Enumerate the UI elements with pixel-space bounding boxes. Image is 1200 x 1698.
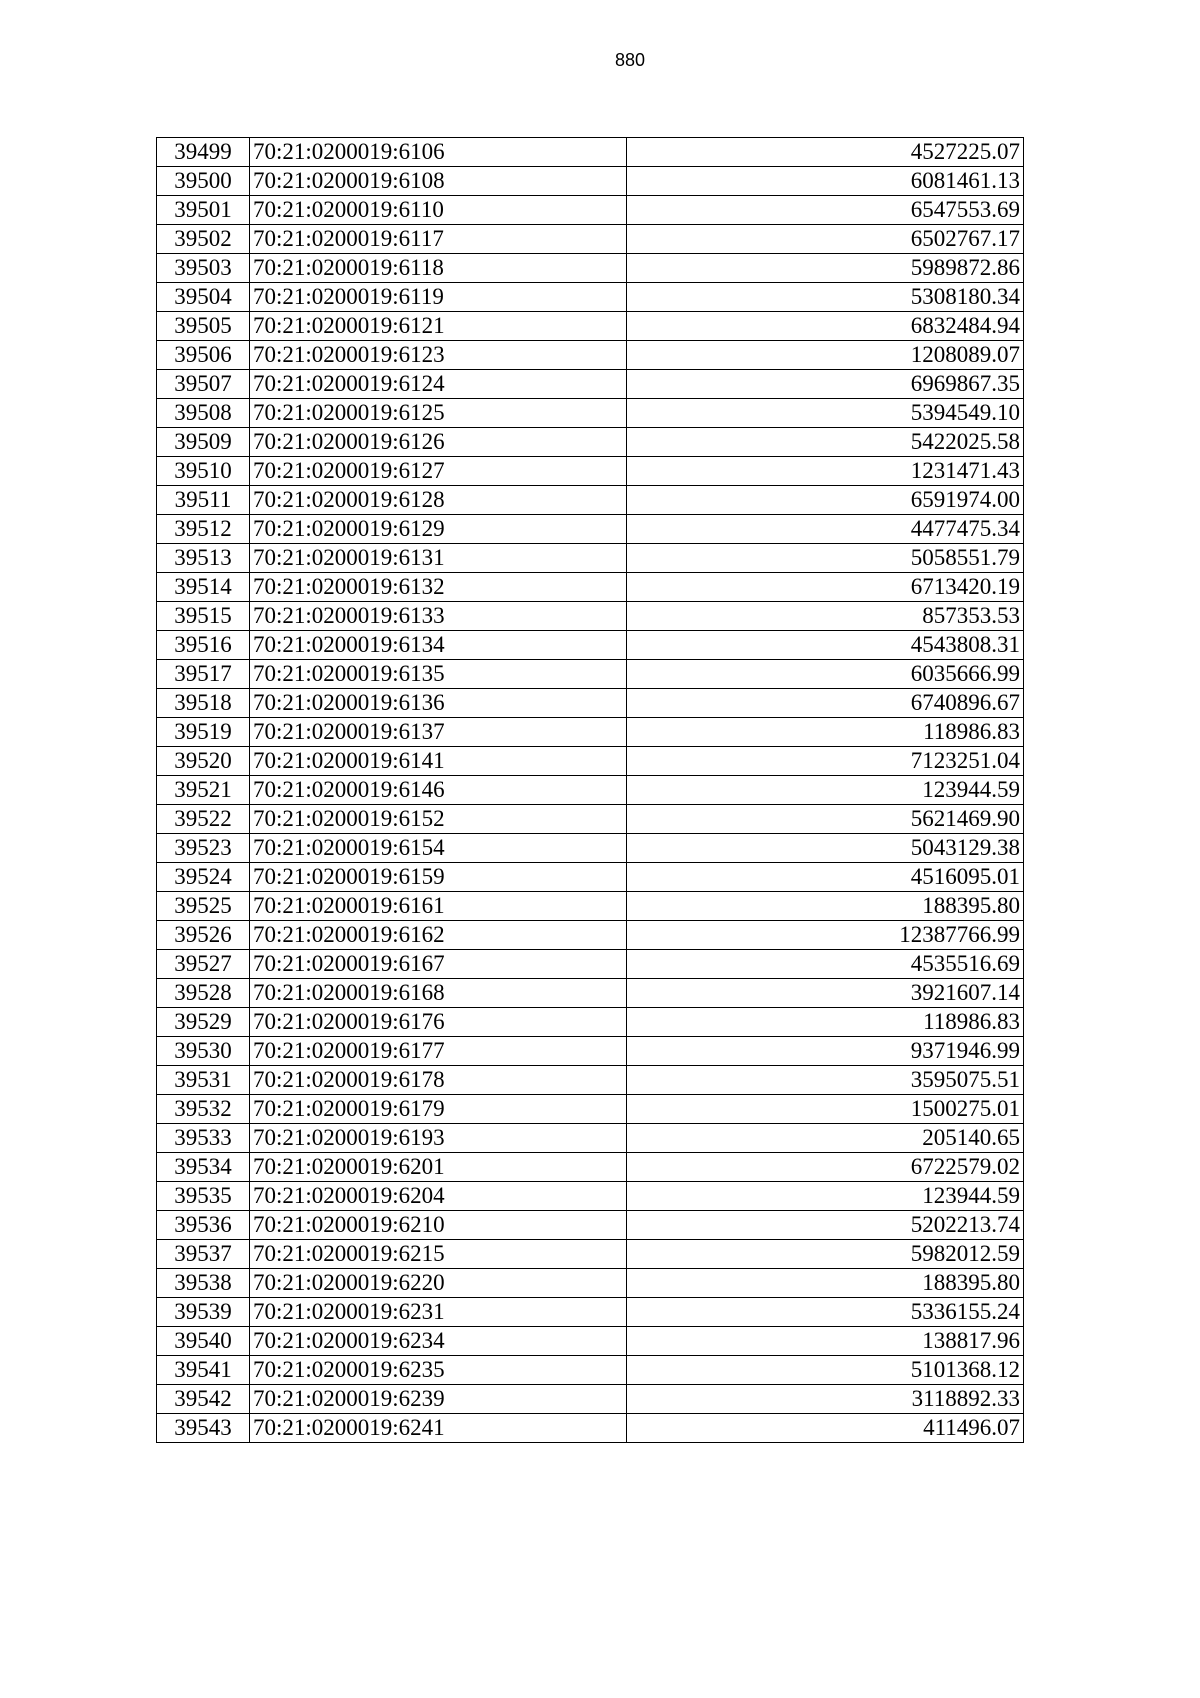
table-row <box>157 834 1024 863</box>
row-number-cell: 39501 <box>157 196 250 225</box>
cadastral-number-cell: 70:21:0200019:6136 <box>250 689 627 718</box>
value-cell: 6547553.69 <box>627 196 1024 225</box>
table-row <box>157 1298 1024 1327</box>
table-row <box>157 544 1024 573</box>
row-number-cell: 39527 <box>157 950 250 979</box>
cadastral-number-cell: 70:21:0200019:6178 <box>250 1066 627 1095</box>
value-cell: 3921607.14 <box>627 979 1024 1008</box>
row-number-cell: 39528 <box>157 979 250 1008</box>
value-cell: 1231471.43 <box>627 457 1024 486</box>
table-row <box>157 457 1024 486</box>
cadastral-number-cell: 70:21:0200019:6126 <box>250 428 627 457</box>
cadastral-number-cell: 70:21:0200019:6119 <box>250 283 627 312</box>
value-cell: 138817.96 <box>627 1327 1024 1356</box>
value-cell: 6502767.17 <box>627 225 1024 254</box>
cadastral-number-cell: 70:21:0200019:6159 <box>250 863 627 892</box>
cadastral-number-cell: 70:21:0200019:6234 <box>250 1327 627 1356</box>
table-row <box>157 1269 1024 1298</box>
table-row <box>157 167 1024 196</box>
table-row <box>157 370 1024 399</box>
table-row <box>157 1182 1024 1211</box>
value-cell: 4477475.34 <box>627 515 1024 544</box>
table-row <box>157 1008 1024 1037</box>
cadastral-number-cell: 70:21:0200019:6239 <box>250 1385 627 1414</box>
row-number-cell: 39537 <box>157 1240 250 1269</box>
cadastral-number-cell: 70:21:0200019:6162 <box>250 921 627 950</box>
value-cell: 4516095.01 <box>627 863 1024 892</box>
table-row <box>157 805 1024 834</box>
row-number-cell: 39534 <box>157 1153 250 1182</box>
table-row <box>157 1240 1024 1269</box>
value-cell: 411496.07 <box>627 1414 1024 1443</box>
cadastral-number-cell: 70:21:0200019:6179 <box>250 1095 627 1124</box>
row-number-cell: 39504 <box>157 283 250 312</box>
value-cell: 5308180.34 <box>627 283 1024 312</box>
value-cell: 5982012.59 <box>627 1240 1024 1269</box>
row-number-cell: 39505 <box>157 312 250 341</box>
value-cell: 5422025.58 <box>627 428 1024 457</box>
cadastral-number-cell: 70:21:0200019:6135 <box>250 660 627 689</box>
cadastral-number-cell: 70:21:0200019:6210 <box>250 1211 627 1240</box>
value-cell: 5202213.74 <box>627 1211 1024 1240</box>
cadastral-number-cell: 70:21:0200019:6128 <box>250 486 627 515</box>
table-row <box>157 1066 1024 1095</box>
cadastral-number-cell: 70:21:0200019:6201 <box>250 1153 627 1182</box>
table-row <box>157 979 1024 1008</box>
cadastral-number-cell: 70:21:0200019:6118 <box>250 254 627 283</box>
table-body <box>157 138 1024 1443</box>
table-row <box>157 225 1024 254</box>
value-cell: 4535516.69 <box>627 950 1024 979</box>
cadastral-number-cell: 70:21:0200019:6121 <box>250 312 627 341</box>
row-number-cell: 39538 <box>157 1269 250 1298</box>
cadastral-number-cell: 70:21:0200019:6193 <box>250 1124 627 1153</box>
value-cell: 3595075.51 <box>627 1066 1024 1095</box>
cadastral-number-cell: 70:21:0200019:6117 <box>250 225 627 254</box>
table-row <box>157 950 1024 979</box>
row-number-cell: 39535 <box>157 1182 250 1211</box>
row-number-cell: 39522 <box>157 805 250 834</box>
value-cell: 5394549.10 <box>627 399 1024 428</box>
data-table <box>156 137 1024 1443</box>
row-number-cell: 39512 <box>157 515 250 544</box>
cadastral-number-cell: 70:21:0200019:6161 <box>250 892 627 921</box>
value-cell: 123944.59 <box>627 776 1024 805</box>
table-row <box>157 892 1024 921</box>
value-cell: 188395.80 <box>627 1269 1024 1298</box>
value-cell: 5336155.24 <box>627 1298 1024 1327</box>
value-cell: 6722579.02 <box>627 1153 1024 1182</box>
cadastral-number-cell: 70:21:0200019:6127 <box>250 457 627 486</box>
value-cell: 4543808.31 <box>627 631 1024 660</box>
page-number: 880 <box>614 50 646 70</box>
row-number-cell: 39513 <box>157 544 250 573</box>
row-number-cell: 39521 <box>157 776 250 805</box>
table-row <box>157 1037 1024 1066</box>
cadastral-number-cell: 70:21:0200019:6241 <box>250 1414 627 1443</box>
row-number-cell: 39543 <box>157 1414 250 1443</box>
cadastral-number-cell: 70:21:0200019:6110 <box>250 196 627 225</box>
table-row <box>157 486 1024 515</box>
table-row <box>157 1356 1024 1385</box>
cadastral-number-cell: 70:21:0200019:6231 <box>250 1298 627 1327</box>
value-cell: 5621469.90 <box>627 805 1024 834</box>
cadastral-number-cell: 70:21:0200019:6132 <box>250 573 627 602</box>
table-row <box>157 283 1024 312</box>
cadastral-number-cell: 70:21:0200019:6137 <box>250 718 627 747</box>
table-row <box>157 747 1024 776</box>
cadastral-number-cell: 70:21:0200019:6141 <box>250 747 627 776</box>
cadastral-number-cell: 70:21:0200019:6152 <box>250 805 627 834</box>
table-row <box>157 1414 1024 1443</box>
value-cell: 5989872.86 <box>627 254 1024 283</box>
table-row <box>157 1211 1024 1240</box>
table-row <box>157 428 1024 457</box>
cadastral-number-cell: 70:21:0200019:6167 <box>250 950 627 979</box>
row-number-cell: 39540 <box>157 1327 250 1356</box>
value-cell: 205140.65 <box>627 1124 1024 1153</box>
row-number-cell: 39506 <box>157 341 250 370</box>
cadastral-number-cell: 70:21:0200019:6131 <box>250 544 627 573</box>
table-row <box>157 399 1024 428</box>
row-number-cell: 39503 <box>157 254 250 283</box>
value-cell: 6713420.19 <box>627 573 1024 602</box>
row-number-cell: 39530 <box>157 1037 250 1066</box>
row-number-cell: 39502 <box>157 225 250 254</box>
row-number-cell: 39516 <box>157 631 250 660</box>
cadastral-number-cell: 70:21:0200019:6215 <box>250 1240 627 1269</box>
table-row <box>157 254 1024 283</box>
cadastral-number-cell: 70:21:0200019:6108 <box>250 167 627 196</box>
row-number-cell: 39525 <box>157 892 250 921</box>
table-row <box>157 602 1024 631</box>
value-cell: 118986.83 <box>627 718 1024 747</box>
row-number-cell: 39536 <box>157 1211 250 1240</box>
value-cell: 6035666.99 <box>627 660 1024 689</box>
cadastral-number-cell: 70:21:0200019:6176 <box>250 1008 627 1037</box>
row-number-cell: 39510 <box>157 457 250 486</box>
row-number-cell: 39499 <box>157 138 250 167</box>
value-cell: 6832484.94 <box>627 312 1024 341</box>
cadastral-number-cell: 70:21:0200019:6168 <box>250 979 627 1008</box>
row-number-cell: 39515 <box>157 602 250 631</box>
table-row <box>157 515 1024 544</box>
cadastral-number-cell: 70:21:0200019:6106 <box>250 138 627 167</box>
row-number-cell: 39507 <box>157 370 250 399</box>
table-row <box>157 1327 1024 1356</box>
value-cell: 1208089.07 <box>627 341 1024 370</box>
row-number-cell: 39508 <box>157 399 250 428</box>
value-cell: 6969867.35 <box>627 370 1024 399</box>
value-cell: 857353.53 <box>627 602 1024 631</box>
value-cell: 123944.59 <box>627 1182 1024 1211</box>
row-number-cell: 39518 <box>157 689 250 718</box>
cadastral-number-cell: 70:21:0200019:6133 <box>250 602 627 631</box>
row-number-cell: 39519 <box>157 718 250 747</box>
row-number-cell: 39524 <box>157 863 250 892</box>
cadastral-number-cell: 70:21:0200019:6220 <box>250 1269 627 1298</box>
row-number-cell: 39500 <box>157 167 250 196</box>
value-cell: 5058551.79 <box>627 544 1024 573</box>
cadastral-number-cell: 70:21:0200019:6125 <box>250 399 627 428</box>
table-row <box>157 1124 1024 1153</box>
row-number-cell: 39542 <box>157 1385 250 1414</box>
value-cell: 5101368.12 <box>627 1356 1024 1385</box>
value-cell: 118986.83 <box>627 1008 1024 1037</box>
table-row <box>157 312 1024 341</box>
row-number-cell: 39533 <box>157 1124 250 1153</box>
value-cell: 9371946.99 <box>627 1037 1024 1066</box>
cadastral-number-cell: 70:21:0200019:6235 <box>250 1356 627 1385</box>
table-row <box>157 573 1024 602</box>
row-number-cell: 39531 <box>157 1066 250 1095</box>
value-cell: 12387766.99 <box>627 921 1024 950</box>
value-cell: 3118892.33 <box>627 1385 1024 1414</box>
value-cell: 7123251.04 <box>627 747 1024 776</box>
value-cell: 6081461.13 <box>627 167 1024 196</box>
cadastral-number-cell: 70:21:0200019:6204 <box>250 1182 627 1211</box>
value-cell: 1500275.01 <box>627 1095 1024 1124</box>
cadastral-number-cell: 70:21:0200019:6134 <box>250 631 627 660</box>
cadastral-number-cell: 70:21:0200019:6154 <box>250 834 627 863</box>
table-row <box>157 196 1024 225</box>
row-number-cell: 39511 <box>157 486 250 515</box>
table-row <box>157 1385 1024 1414</box>
row-number-cell: 39509 <box>157 428 250 457</box>
table-row <box>157 1153 1024 1182</box>
cadastral-number-cell: 70:21:0200019:6124 <box>250 370 627 399</box>
cadastral-number-cell: 70:21:0200019:6146 <box>250 776 627 805</box>
table-row <box>157 341 1024 370</box>
row-number-cell: 39541 <box>157 1356 250 1385</box>
value-cell: 6740896.67 <box>627 689 1024 718</box>
table-row <box>157 921 1024 950</box>
row-number-cell: 39523 <box>157 834 250 863</box>
row-number-cell: 39529 <box>157 1008 250 1037</box>
row-number-cell: 39517 <box>157 660 250 689</box>
cadastral-number-cell: 70:21:0200019:6177 <box>250 1037 627 1066</box>
value-cell: 5043129.38 <box>627 834 1024 863</box>
table-row <box>157 138 1024 167</box>
value-cell: 6591974.00 <box>627 486 1024 515</box>
table-row <box>157 776 1024 805</box>
table-row <box>157 631 1024 660</box>
table-row <box>157 660 1024 689</box>
table-row <box>157 718 1024 747</box>
row-number-cell: 39520 <box>157 747 250 776</box>
value-cell: 4527225.07 <box>627 138 1024 167</box>
row-number-cell: 39532 <box>157 1095 250 1124</box>
row-number-cell: 39526 <box>157 921 250 950</box>
row-number-cell: 39514 <box>157 573 250 602</box>
table-row <box>157 689 1024 718</box>
cadastral-number-cell: 70:21:0200019:6123 <box>250 341 627 370</box>
cadastral-number-cell: 70:21:0200019:6129 <box>250 515 627 544</box>
table-row <box>157 863 1024 892</box>
row-number-cell: 39539 <box>157 1298 250 1327</box>
table-row <box>157 1095 1024 1124</box>
value-cell: 188395.80 <box>627 892 1024 921</box>
